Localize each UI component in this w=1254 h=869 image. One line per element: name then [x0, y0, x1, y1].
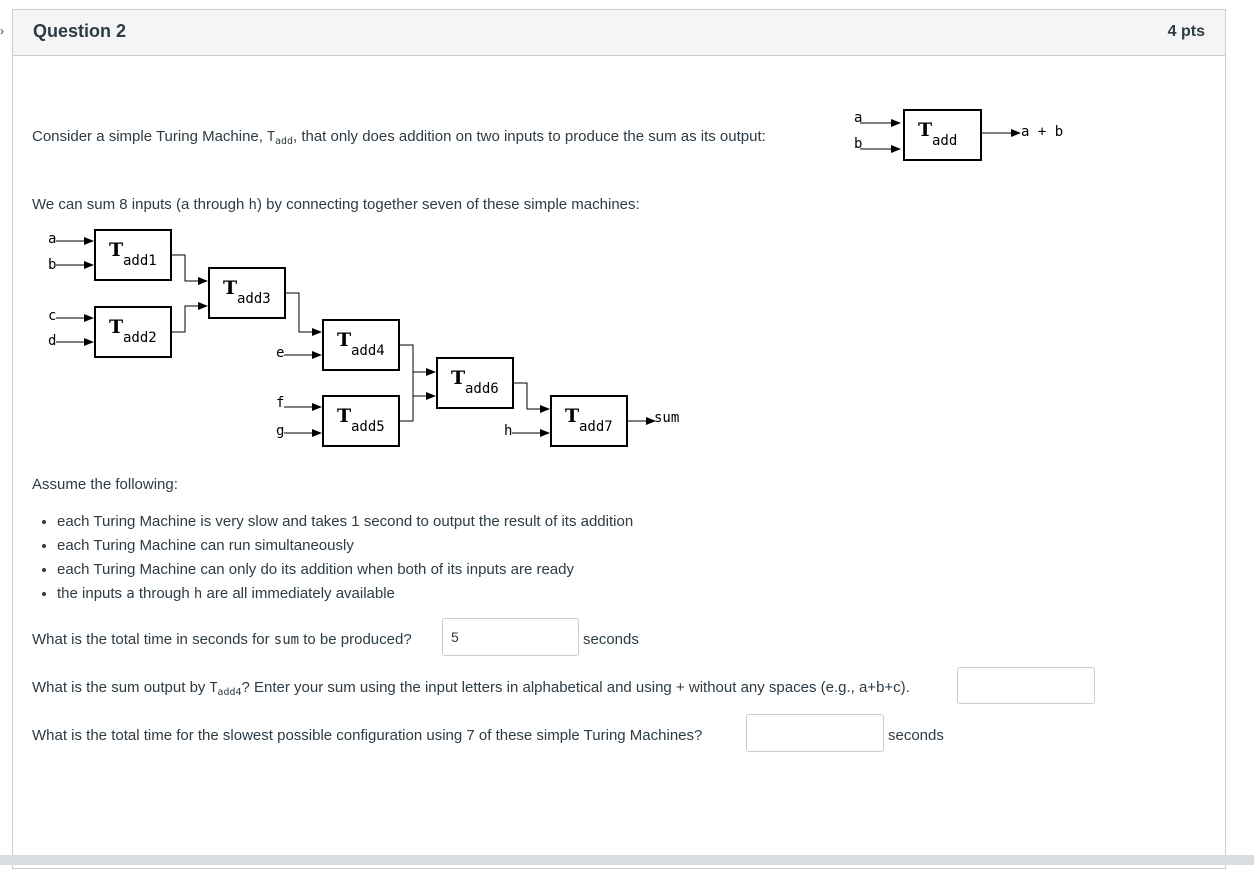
machine-T: T — [337, 405, 352, 427]
machine-subscript: add2 — [123, 330, 157, 346]
adder-network-diagram — [44, 224, 704, 454]
input-label-c: c — [48, 308, 57, 324]
machine-wire — [285, 293, 321, 332]
input-label-b: b — [48, 257, 57, 273]
question-points: 4 pts — [1167, 23, 1205, 40]
input-label-g: g — [276, 423, 285, 439]
machine-T: T — [451, 367, 466, 389]
input-label-d: d — [48, 333, 57, 349]
q3-prompt: What is the total time for the slowest possible configuration using 7 of these simple Turing Machines? — [32, 727, 703, 744]
input-label-h: h — [504, 423, 513, 439]
machine-subscript: add4 — [351, 343, 385, 359]
q2-prompt: What is the sum output by $T_{add4}$? Enter your sum using the input letters in alphabetical and using + without any spaces (e.g., a+b+c). — [32, 679, 910, 698]
assumption-list — [38, 512, 633, 608]
q3-unit: seconds — [888, 727, 944, 744]
machine-subscript: add3 — [237, 291, 271, 307]
simple-machine-sub: add — [932, 133, 958, 149]
q3-answer-input[interactable] — [746, 714, 884, 752]
q1-prompt: What is the total time in seconds for sum to be produced? — [32, 631, 412, 648]
chain-text: We can sum 8 inputs (a through h) by connecting together seven of these simple machines: — [32, 196, 640, 213]
machine-T: T — [337, 329, 352, 351]
q1-answer-input[interactable] — [442, 618, 579, 656]
machine-subscript: add7 — [579, 419, 613, 435]
assume-heading: Assume the following: — [32, 476, 178, 493]
machine-wire — [399, 345, 435, 396]
assumption-item: • each Turing Machine can run simultaneously — [57, 536, 633, 560]
machine-T: T — [223, 277, 238, 299]
machine-wire — [171, 255, 207, 281]
assumption-item: • each Turing Machine is very slow and takes 1 second to output the result of its addition — [57, 512, 633, 536]
intro-text: Consider a simple Turing Machine, $T_{add}$, that only does addition on two inputs to produce the sum as its output: — [32, 128, 766, 147]
question-header — [13, 10, 1225, 56]
question-title: Question 2 — [33, 21, 127, 41]
simple-machine-T: T — [918, 119, 933, 141]
simple-input-a: a — [854, 110, 863, 126]
bottom-taskbar — [0, 855, 1254, 865]
simple-input-b: b — [854, 136, 863, 152]
machine-wire — [171, 306, 207, 332]
collapse-caret-icon[interactable]: › — [0, 24, 4, 38]
assumption-item: • the inputs a through h are all immediately available — [57, 584, 633, 608]
q1-unit: seconds — [583, 631, 639, 648]
output-sum-label: sum — [654, 410, 680, 426]
assumption-item: • each Turing Machine can only do its addition when both of its inputs are ready — [57, 560, 633, 584]
machine-subscript: add1 — [123, 253, 157, 269]
input-label-e: e — [276, 345, 285, 361]
machine-T: T — [109, 239, 124, 261]
simple-output: a + b — [1021, 124, 1064, 140]
q2-answer-input[interactable] — [957, 667, 1095, 704]
machine-subscript: add5 — [351, 419, 385, 435]
input-label-f: f — [276, 395, 285, 411]
input-label-a: a — [48, 231, 57, 247]
machine-wire — [513, 383, 549, 409]
machine-subscript: add6 — [465, 381, 499, 397]
machine-T: T — [565, 405, 580, 427]
simple-machine-diagram — [848, 104, 1088, 168]
machine-T: T — [109, 316, 124, 338]
